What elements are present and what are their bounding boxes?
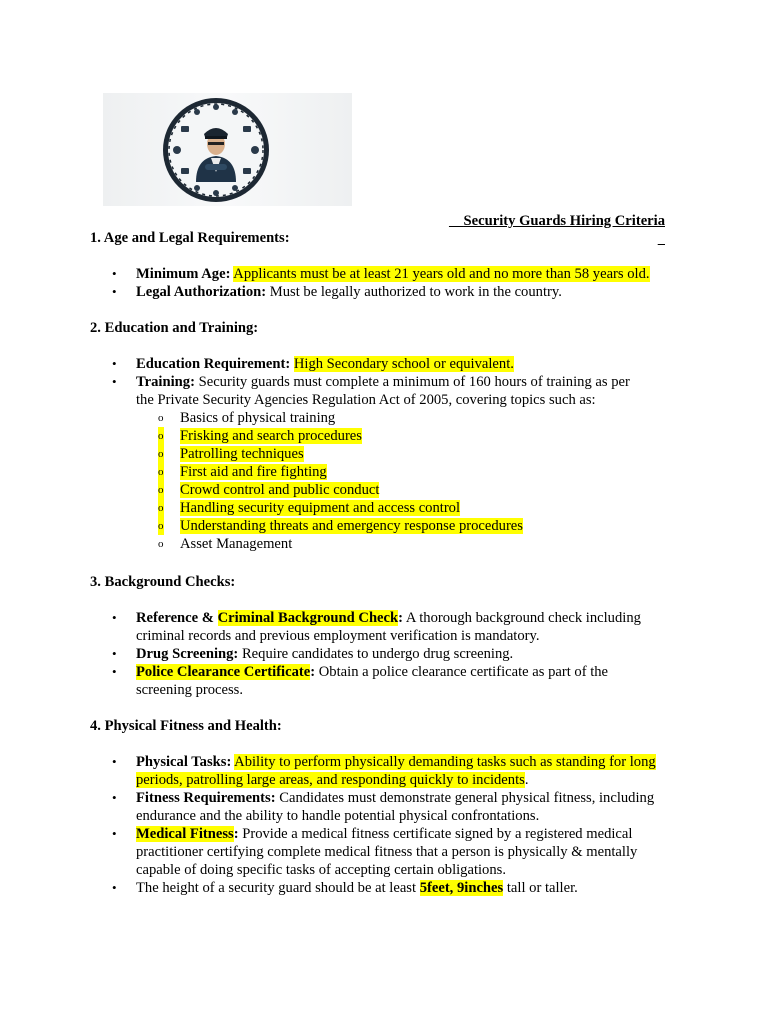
bullet-icon: • [112,266,117,281]
sub-list-item [90,481,690,499]
bullet-icon: • [112,754,117,769]
item-text: Provide a medical fitness certificate signed by a registered medical practitioner certifying complete medical fitness that a person is physically & mentally capable of doing specific tasks of accepting certain obligations. [136,826,638,878]
list-item [90,373,690,553]
list-item [90,609,664,645]
section-heading: 2. Education and Training: [90,320,259,336]
item-text-end: tall or taller. [506,880,578,896]
sub-item-text: Handling security equipment and access control [180,500,461,516]
list-item [90,753,690,789]
sub-list-item [90,517,690,535]
bullet-icon: • [112,646,117,661]
bullet-list [90,355,690,553]
section-age-legal [90,229,690,301]
sub-item-text: Asset Management [180,536,293,552]
item-label-highlight: Police Clearance Certificate [136,664,311,680]
item-label: Physical Tasks: [136,754,232,770]
item-label-highlight: Criminal Background Check [217,610,399,626]
security-guard-emblem-icon [161,96,271,204]
sub-item-text: Basics of physical training [180,410,336,426]
item-text: The height of a security guard should be at least [136,880,417,896]
item-text: Applicants must be at least 21 years old and no more than 58 years old. [233,266,650,282]
item-label: Drug Screening: [136,646,239,662]
bullet-list [90,753,690,897]
sub-list [136,409,690,553]
item-text: Must be legally authorized to work in the country. [269,284,562,300]
sub-bullet-icon: o [158,427,164,445]
list-item [90,663,664,699]
list-item [90,645,664,663]
section-education-training [90,319,690,553]
sub-list-item [90,409,690,427]
section-heading: 1. Age and Legal Requirements: [90,230,290,246]
sub-list-item [90,463,690,481]
bullet-icon: • [112,826,117,841]
sub-list-item [90,427,690,445]
item-text: High Secondary school or equivalent. [293,356,514,372]
bullet-icon: • [112,790,117,805]
document-title-text: Security Guards Hiring Criteria [463,213,665,229]
item-text: Require candidates to undergo drug screening. [241,646,514,662]
section-heading: 4. Physical Fitness and Health: [90,718,282,734]
bullet-icon: • [112,284,117,299]
list-item [90,355,690,373]
bullet-list [90,609,690,699]
security-logo-image [103,93,352,206]
item-period: . [524,772,529,788]
list-item [90,879,690,897]
item-label: Legal Authorization: [136,284,267,300]
bullet-icon: • [112,610,117,625]
bullet-icon: • [112,374,117,389]
height-value: 5feet, 9inches [419,880,504,896]
sub-bullet-icon: o [158,538,164,550]
sub-bullet-icon: o [158,481,164,499]
item-label: Minimum Age: [136,266,231,282]
item-label: Education Requirement: [136,356,291,372]
item-text: Obtain a police clearance certificate as part of the screening process. [136,664,609,698]
sub-item-text: Patrolling techniques [180,446,304,462]
section-background-checks [90,573,690,699]
sub-bullet-icon: o [158,499,164,517]
bullet-list [90,265,690,301]
item-text: A thorough background check including criminal records and previous employment verification is mandatory. [136,610,641,644]
sub-item-text: First aid and fire fighting [180,464,327,480]
bullet-icon: • [112,880,117,895]
sub-list-item [90,445,690,463]
bullet-icon: • [112,356,117,371]
sub-item-text: Crowd control and public conduct [180,482,380,498]
item-text: Candidates must demonstrate general physical fitness, including endurance and the ability to handle potential physical confrontations. [136,790,655,824]
item-colon: : [233,826,239,842]
section-physical-fitness [90,717,690,897]
item-text: Ability to perform physically demanding tasks such as standing for long periods, patrolling large areas, and responding quickly to incidents [136,754,656,788]
item-colon: : [310,664,316,680]
sub-bullet-icon: o [158,412,164,424]
sub-bullet-icon: o [158,463,164,481]
sub-bullet-icon: o [158,517,164,535]
list-item [90,283,690,301]
item-label: Training: [136,374,195,390]
sub-bullet-icon: o [158,445,164,463]
sub-list-item [90,535,690,553]
item-label: Fitness Requirements: [136,790,276,806]
list-item [90,825,690,879]
item-text: Security guards must complete a minimum of 160 hours of training as per the Private Security Agencies Regulation Act of 2005, covering topics such as: [136,374,630,408]
section-heading: 3. Background Checks: [90,574,236,590]
item-label-highlight: Medical Fitness [136,826,234,842]
item-colon: : [398,610,404,626]
sub-item-text: Understanding threats and emergency response procedures [180,518,523,534]
bullet-icon: • [112,664,117,679]
item-label: Reference & [136,610,214,626]
sub-item-text: Frisking and search procedures [180,428,362,444]
sub-list-item [90,499,690,517]
list-item [90,265,690,283]
list-item [90,789,690,825]
